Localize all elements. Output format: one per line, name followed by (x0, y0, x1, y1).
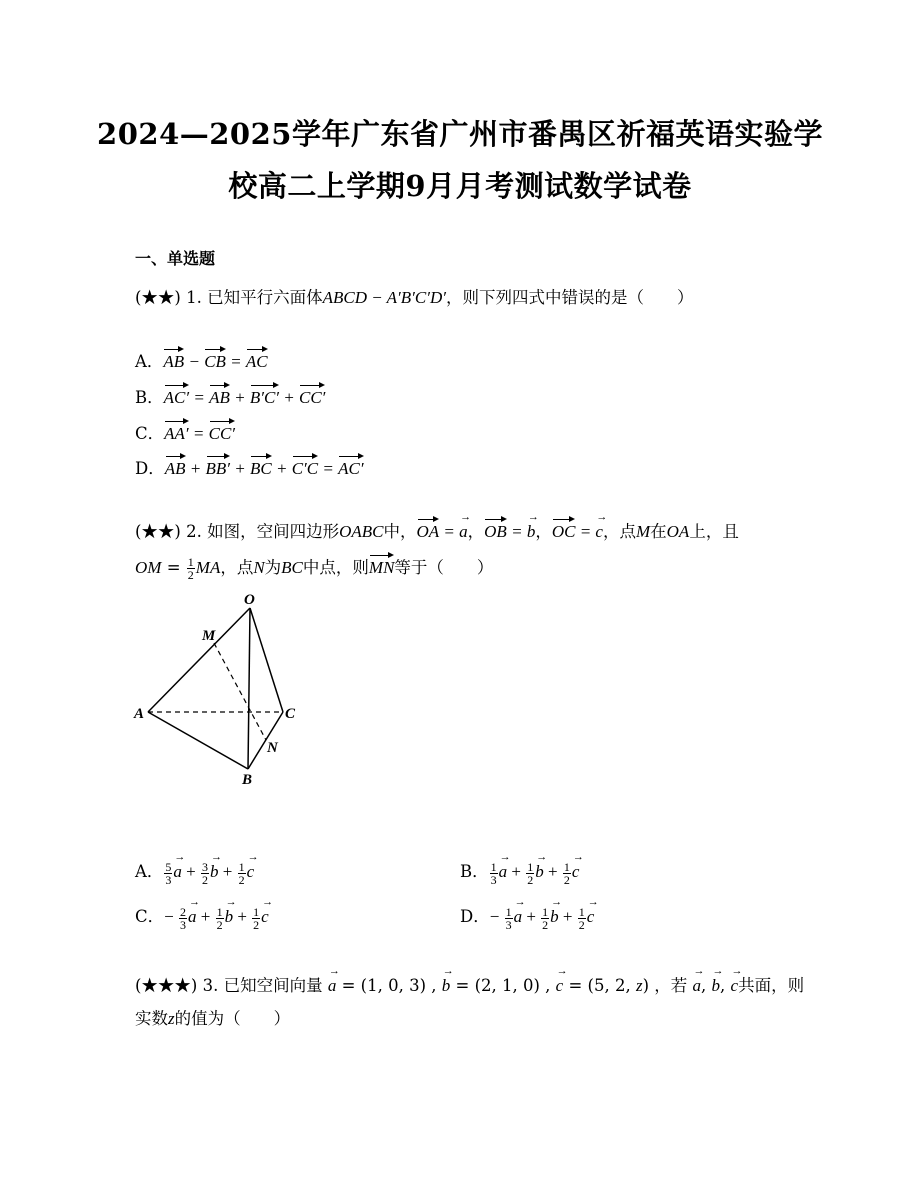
q1-option-c-text: AA′ = CC′ (164, 424, 235, 443)
q1-option-d-text: AB + BB′ + BC + C′C = AC′ (165, 459, 364, 478)
q2-stem-line-1: (★★) 2. 如图，空间四边形OABC中，OA = a →，OB = b →，OC = c →，点M在OA上，且 (135, 516, 739, 542)
q1-option-a-text: AB − CB = AC (163, 352, 267, 371)
label-O: O (244, 592, 255, 608)
label-N: N (267, 740, 278, 756)
q2-option-a-text: $\frac{5}{3}$ a → + $\frac{3}{2}$ b → + $\frac{1}{2}$ c → (163, 862, 254, 881)
q2-option-c[interactable]: C．− $\frac{2}{3}$ a → + $\frac{1}{2}$ b → + $\frac{1}{2}$ c → (135, 903, 269, 931)
q1-stem-prefix: 1. 已知平行六面体 (186, 288, 323, 307)
q1-stars: (★★) (135, 288, 181, 307)
edge-AB (148, 712, 248, 769)
q2-stars: (★★) (135, 522, 181, 541)
q1-solid: ABCD − A′B′C′D′ (322, 288, 446, 307)
edge-OA (148, 608, 250, 712)
q1-option-b[interactable]: B．AC′ = AB + B′C′ + CC′ (135, 382, 325, 408)
q2-option-d-text: − $\frac{1}{3}$ a → + $\frac{1}{2}$ b → + $\frac{1}{2}$ c → (490, 907, 595, 926)
q2-stem-line-2: OM = $\frac{1}{2}$ MA，点N为BC中点，则MN等于（ ） (135, 552, 493, 581)
q2-option-b-text: $\frac{1}{3}$ a → + $\frac{1}{2}$ b → + $\frac{1}{2}$ c → (489, 862, 580, 881)
q3-stem-line-1: (★★★) 3. 已知空间向量 a → = (1, 0, 3) , b → = (2, 1, 0) , c → = (5, 2, z) ，若 a →, b →, c →共面，则 (135, 972, 804, 996)
q1-stem-suffix: ，则下列四式中错误的是（ ） (445, 288, 694, 307)
label-A: A (134, 706, 145, 722)
edge-OC (250, 608, 283, 712)
label-M: M (202, 628, 216, 644)
edge-OB (248, 608, 250, 769)
tetrahedron-figure (130, 588, 300, 788)
q2-option-b[interactable]: B． $\frac{1}{3}$ a → + $\frac{1}{2}$ b → + $\frac{1}{2}$ c → (460, 858, 579, 886)
title-line-1: 2024—2025学年广东省广州市番禺区祈福英语实验学 (97, 117, 823, 151)
q2-option-a[interactable]: A． $\frac{5}{3}$ a → + $\frac{3}{2}$ b → + $\frac{1}{2}$ c → (135, 858, 254, 886)
q2-option-d[interactable]: D．− $\frac{1}{3}$ a → + $\frac{1}{2}$ b → + $\frac{1}{2}$ c → (460, 903, 594, 931)
q1-option-c[interactable]: C．AA′ = CC′ (135, 418, 235, 444)
q3-stars: (★★★) (135, 976, 198, 995)
q1-option-b-text: AC′ = AB + B′C′ + CC′ (164, 388, 326, 407)
title-line-2: 校高二上学期9月月考测试数学试卷 (228, 169, 692, 203)
q1-stem (135, 284, 693, 308)
segment-MN-hidden (214, 643, 266, 740)
q3-stem-line-2: 实数z的值为（ ） (135, 1009, 291, 1028)
section-heading: 一、单选题 (135, 249, 216, 268)
q2-option-c-text: − $\frac{2}{3}$ a → + $\frac{1}{2}$ b → + $\frac{1}{2}$ c → (164, 907, 269, 926)
label-C: C (285, 706, 296, 722)
q1-option-a[interactable]: A．AB − CB = AC (135, 346, 268, 372)
label-B: B (242, 772, 253, 788)
q1-option-d[interactable]: D．AB + BB′ + BC + C′C = AC′ (135, 453, 364, 479)
